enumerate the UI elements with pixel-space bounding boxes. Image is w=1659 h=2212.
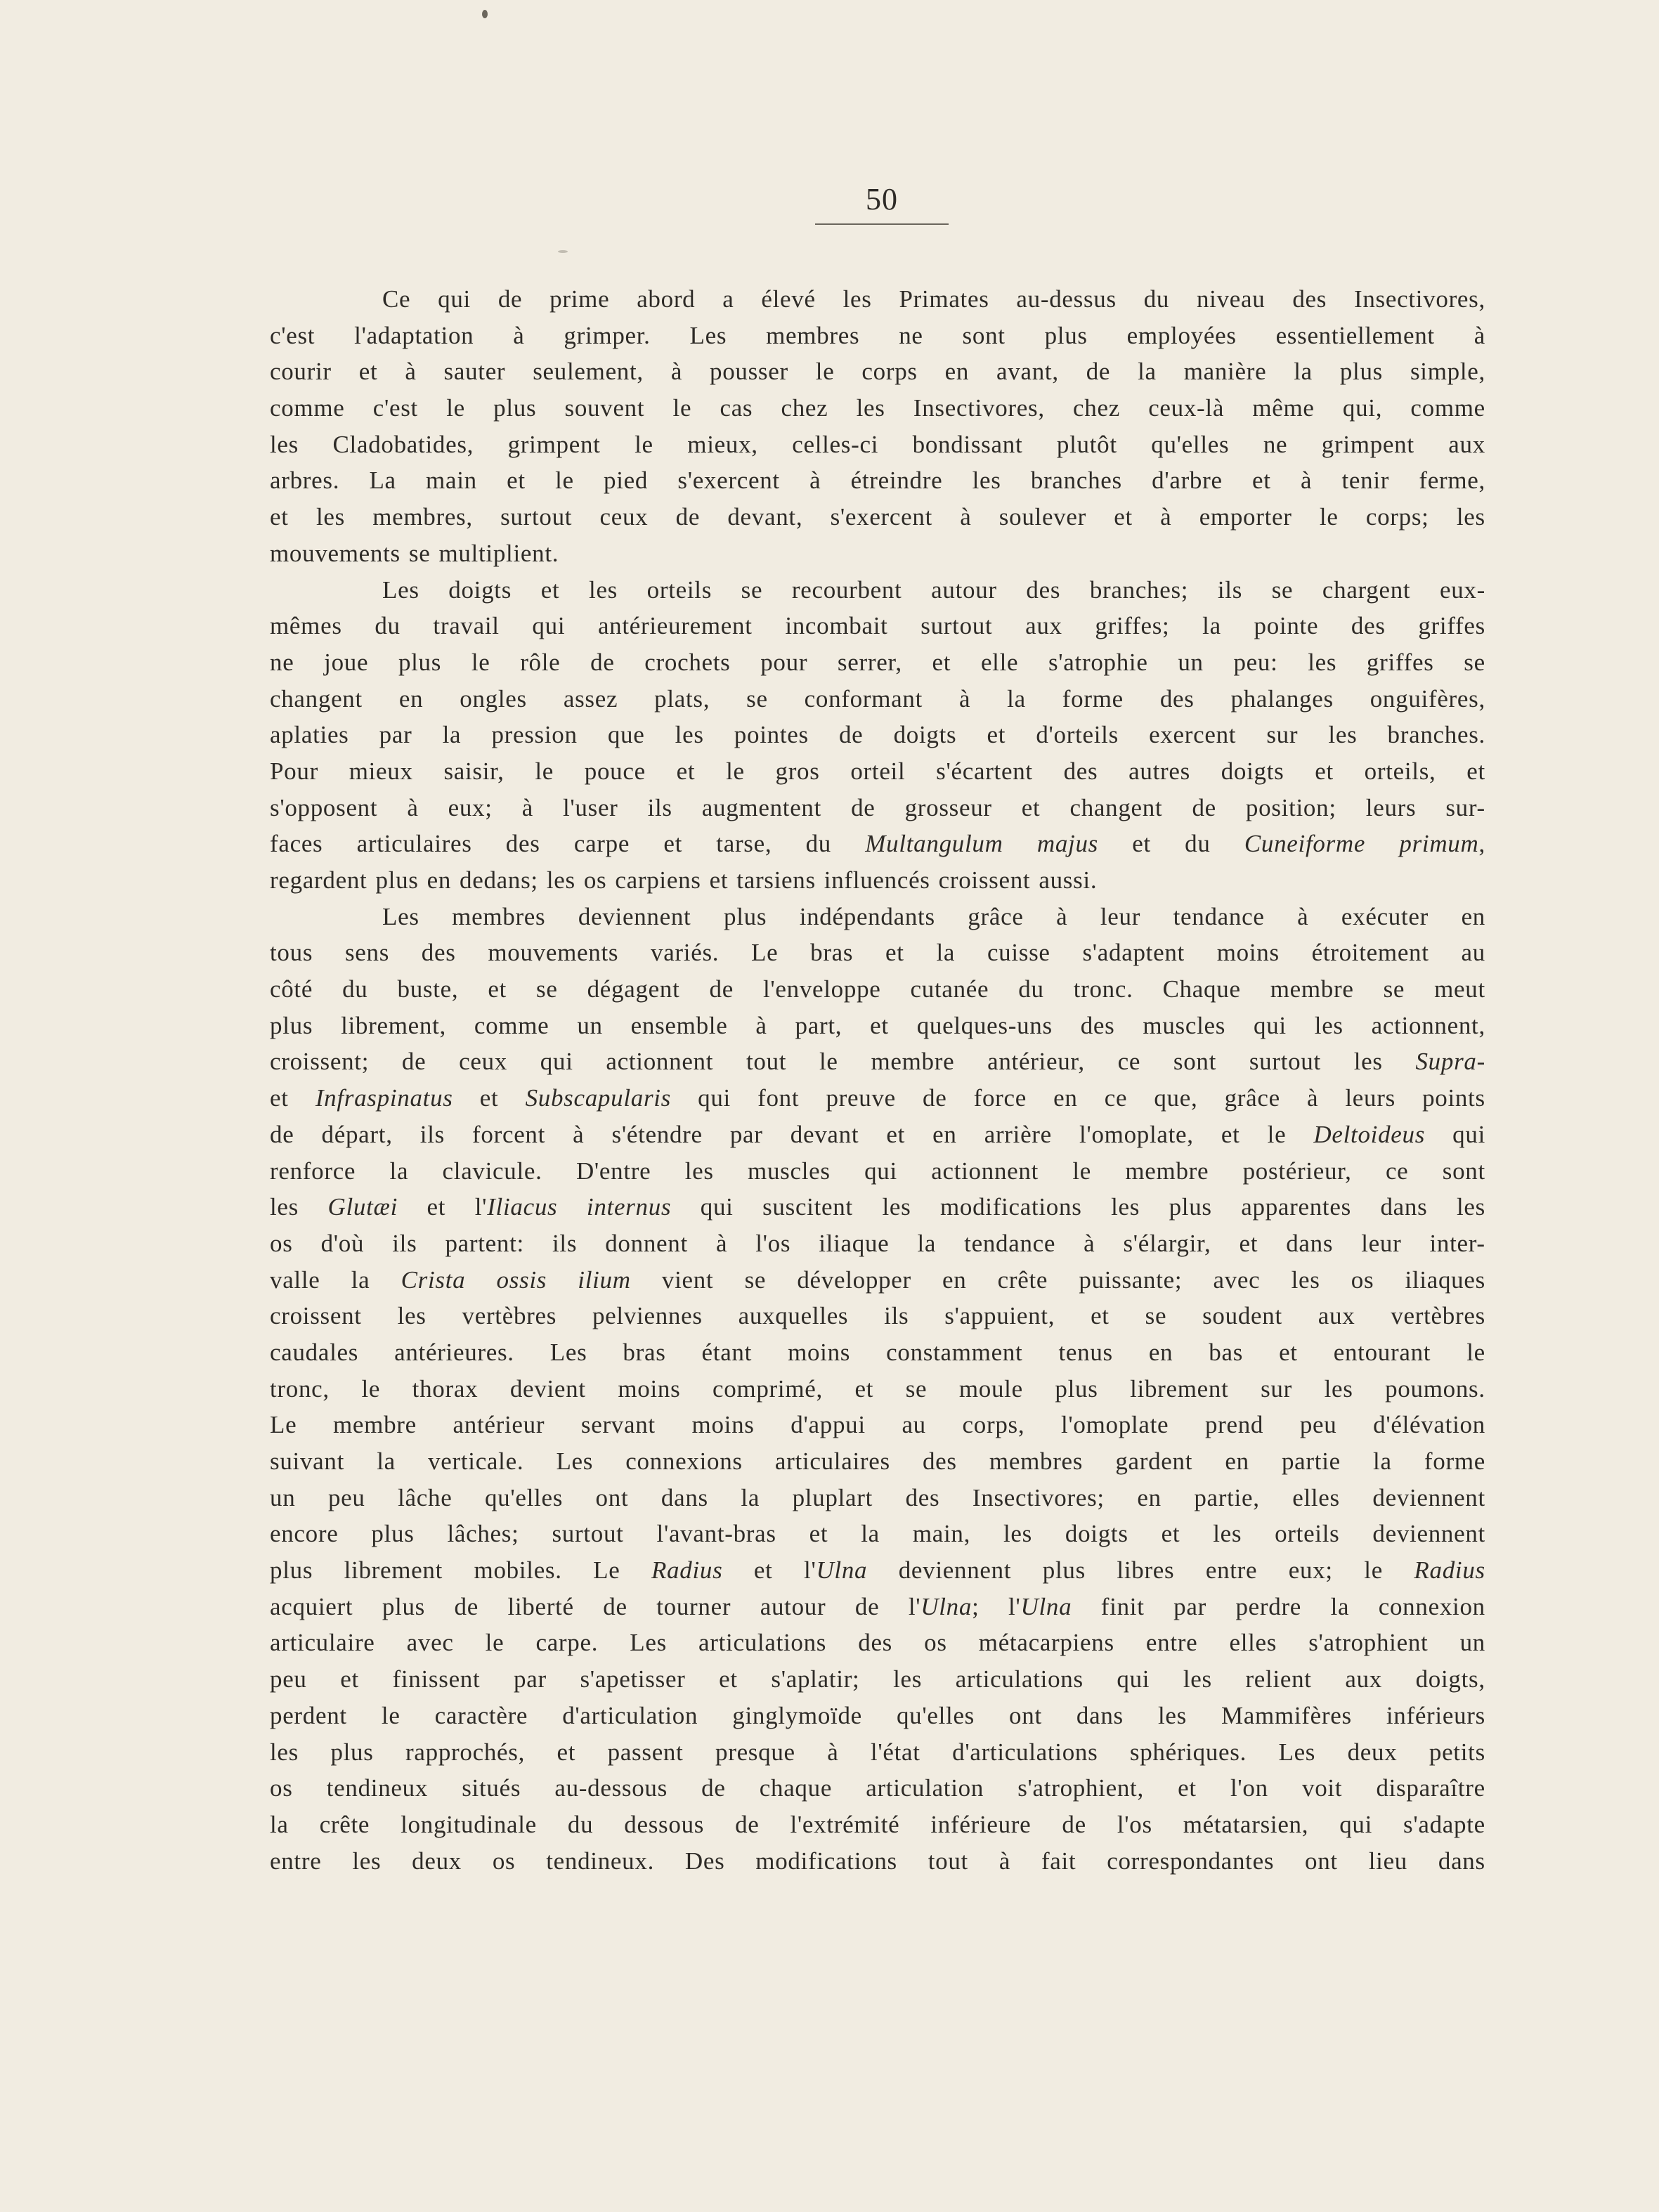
text-line: faces articulaires des carpe et tarse, du Multangulum majus et du Cuneiforme primum, bbox=[270, 830, 1485, 858]
text-line: tronc, le thorax devient moins comprimé, et se moule plus librement sur les poumons. bbox=[270, 1374, 1485, 1403]
text-line: croissent les vertèbres pelviennes auxquelles ils s'appuient, et se soudent aux vertèbres bbox=[270, 1302, 1485, 1330]
ink-speck bbox=[482, 10, 488, 18]
text-line: regardent plus en dedans; les os carpiens et tarsiens influencés croissent aussi. bbox=[270, 866, 1098, 894]
text-line: et Infraspinatus et Subscapularis qui font preuve de force en ce que, grâce à leurs points bbox=[270, 1084, 1485, 1112]
text-line: acquiert plus de liberté de tourner autour de l'Ulna; l'Ulna finit par perdre la connexion bbox=[270, 1592, 1485, 1620]
text-line: entre les deux os tendineux. Des modifications tout à fait correspondantes ont lieu dans bbox=[270, 1847, 1485, 1875]
text-line: tous sens des mouvements variés. Le bras et la cuisse s'adaptent moins étroitement au bbox=[270, 939, 1485, 967]
text-line: valle la Crista ossis ilium vient se développer en crête puissante; avec les os iliaques bbox=[270, 1266, 1485, 1294]
text-line: Les doigts et les orteils se recourbent autour des branches; ils se chargent eux- bbox=[382, 575, 1485, 604]
text-line: encore plus lâches; surtout l'avant-bras et la main, les doigts et les orteils deviennent bbox=[270, 1520, 1485, 1548]
text-line: aplaties par la pression que les pointes de doigts et d'orteils exercent sur les branches. bbox=[270, 721, 1485, 749]
text-line: plus librement mobiles. Le Radius et l'Ulna deviennent plus libres entre eux; le Radius bbox=[270, 1556, 1485, 1585]
text-line: de départ, ils forcent à s'étendre par devant et en arrière l'omoplate, et le Deltoideus qui bbox=[270, 1120, 1485, 1148]
text-line: mouvements se multiplient. bbox=[270, 539, 559, 567]
text-line: perdent le caractère d'articulation ginglymoïde qu'elles ont dans les Mammifères inférieurs bbox=[270, 1701, 1485, 1729]
text-line: changent en ongles assez plats, se conformant à la forme des phalanges onguifères, bbox=[270, 684, 1485, 713]
text-line: c'est l'adaptation à grimper. Les membres ne sont plus employées essentiellement à bbox=[270, 321, 1485, 349]
text-line: et les membres, surtout ceux de devant, s'exercent à soulever et à emporter le corps; les bbox=[270, 503, 1485, 531]
text-line: Les membres deviennent plus indépendants grâce à leur tendance à exécuter en bbox=[382, 902, 1485, 930]
text-line: croissent; de ceux qui actionnent tout le membre antérieur, ce sont surtout les Supra- bbox=[270, 1048, 1485, 1076]
text-line: Ce qui de prime abord a élevé les Primates au-dessus du niveau des Insectivores, bbox=[382, 285, 1485, 313]
text-line: courir et à sauter seulement, à pousser le corps en avant, de la manière la plus simple, bbox=[270, 358, 1485, 386]
text-line: Le membre antérieur servant moins d'appui au corps, l'omoplate prend peu d'élévation bbox=[270, 1411, 1485, 1439]
text-line: les Cladobatides, grimpent le mieux, celles-ci bondissant plutôt qu'elles ne grimpent aux bbox=[270, 430, 1485, 458]
text-line: plus librement, comme un ensemble à part, et quelques-uns des muscles qui les actionnent, bbox=[270, 1011, 1485, 1039]
text-line: renforce la clavicule. D'entre les muscles qui actionnent le membre postérieur, ce sont bbox=[270, 1157, 1485, 1185]
text-line: les Glutæi et l'Iliacus internus qui suscitent les modifications les plus apparentes dans les bbox=[270, 1193, 1485, 1221]
text-line: suivant la verticale. Les connexions articulaires des membres gardent en partie la forme bbox=[270, 1447, 1485, 1475]
text-line: Pour mieux saisir, le pouce et le gros orteil s'écartent des autres doigts et orteils, et bbox=[270, 757, 1485, 785]
text-line: peu et finissent par s'apetisser et s'aplatir; les articulations qui les relient aux doigts, bbox=[270, 1665, 1485, 1693]
text-line: ne joue plus le rôle de crochets pour serrer, et elle s'atrophie un peu: les griffes se bbox=[270, 648, 1485, 676]
body-text bbox=[270, 281, 1485, 1879]
text-line: os d'où ils partent: ils donnent à l'os iliaque la tendance à s'élargir, et dans leur inter- bbox=[270, 1229, 1485, 1257]
page-number: 50 bbox=[815, 184, 949, 225]
text-line: les plus rapprochés, et passent presque à l'état d'articulations sphériques. Les deux petits bbox=[270, 1738, 1485, 1766]
text-line: côté du buste, et se dégagent de l'enveloppe cutanée du tronc. Chaque membre se meut bbox=[270, 975, 1485, 1003]
text-line: comme c'est le plus souvent le cas chez les Insectivores, chez ceux-là même qui, comme bbox=[270, 394, 1485, 422]
text-line: os tendineux situés au-dessous de chaque articulation s'atrophient, et l'on voit disparaître bbox=[270, 1774, 1485, 1802]
text-line: s'opposent à eux; à l'user ils augmentent de grosseur et changent de position; leurs sur- bbox=[270, 793, 1485, 821]
text-line: caudales antérieures. Les bras étant moins constamment tenus en bas et entourant le bbox=[270, 1338, 1485, 1366]
text-line: arbres. La main et le pied s'exercent à étreindre les branches d'arbre et à tenir ferme, bbox=[270, 467, 1485, 495]
text-line: un peu lâche qu'elles ont dans la pluplart des Insectivores; en partie, elles deviennent bbox=[270, 1483, 1485, 1511]
text-line: la crête longitudinale du dessous de l'extrémité inférieure de l'os métatarsien, qui s'adapte bbox=[270, 1810, 1485, 1838]
ink-speck bbox=[558, 250, 568, 253]
text-line: mêmes du travail qui antérieurement incombait surtout aux griffes; la pointe des griffes bbox=[270, 612, 1485, 640]
text-line: articulaire avec le carpe. Les articulations des os métacarpiens entre elles s'atrophient un bbox=[270, 1629, 1485, 1657]
